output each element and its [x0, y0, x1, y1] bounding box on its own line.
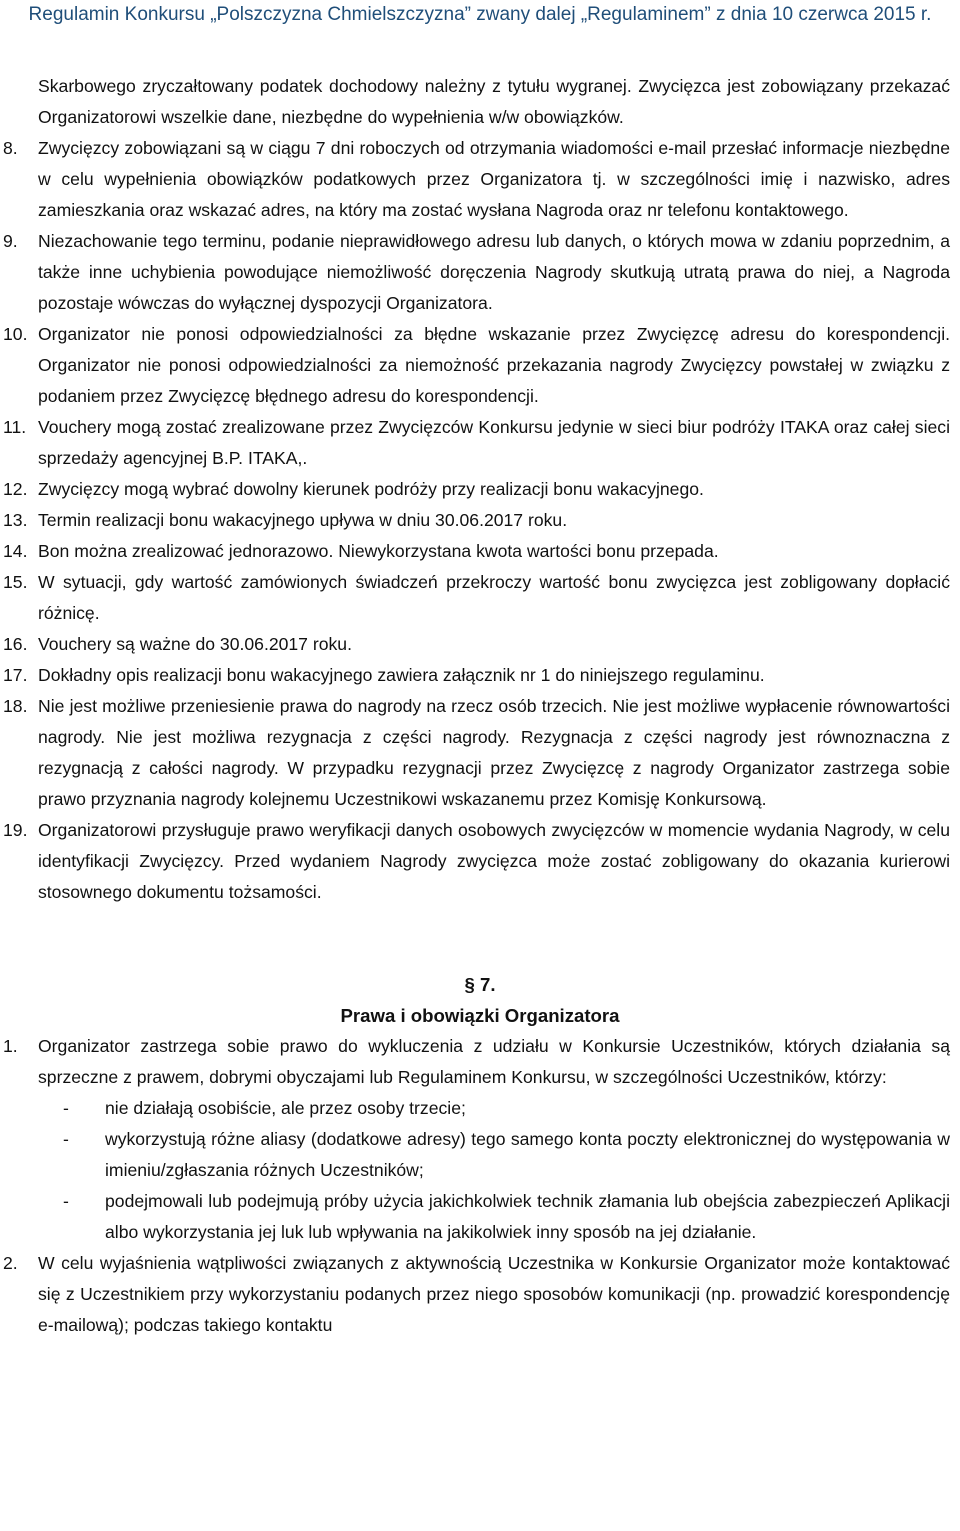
item-text: W sytuacji, gdy wartość zamówionych świadczeń przekroczy wartość bonu zwycięzca jest zobligowany dopłacić różnicę. [38, 572, 950, 623]
item-number: 10. [3, 324, 28, 344]
item-text: Dokładny opis realizacji bonu wakacyjnego zawiera załącznik nr 1 do niniejszego regulaminu. [38, 665, 765, 685]
item-text: Vouchery mogą zostać zrealizowane przez Zwycięzców Konkursu jedynie w sieci biur podróży ITAKA oraz całej sieci sprzedaży agencyjnej B.P. ITAKA,. [38, 417, 950, 468]
sub-list-item [0, 1186, 960, 1248]
item-number: 9. [3, 231, 18, 251]
item-text: Termin realizacji bonu wakacyjnego upływa w dniu 30.06.2017 roku. [38, 510, 568, 530]
list-item [0, 412, 960, 474]
sub-list-item [0, 1124, 960, 1186]
sub-item-text: podejmowali lub podejmują próby użycia jakichkolwiek technik złamania lub obejścia zabezpieczeń Aplikacji albo wykorzystania jej luk lub wpływania na jakikolwiek inny sposób na jej działanie. [105, 1191, 950, 1242]
item-number: 11. [3, 417, 27, 437]
list-item [0, 1248, 960, 1341]
item-number: 2. [3, 1253, 18, 1273]
list-item [0, 505, 960, 536]
item-number: 1. [3, 1036, 18, 1056]
list-item [0, 226, 960, 319]
item-text: Vouchery są ważne do 30.06.2017 roku. [38, 634, 352, 654]
sub-item-text: wykorzystują różne aliasy (dodatkowe adresy) tego samego konta poczty elektronicznej do występowania w imieniu/zgłaszania różnych Uczestników; [105, 1129, 950, 1180]
list-item [0, 567, 960, 629]
list-item [0, 815, 960, 908]
item-number: 17. [3, 665, 28, 685]
item-number: 15. [3, 572, 28, 592]
item-text: Bon można zrealizować jednorazowo. Niewykorzystana kwota wartości bonu przepada. [38, 541, 719, 561]
list-item [0, 474, 960, 505]
list-item [0, 629, 960, 660]
section-spacer [0, 908, 960, 969]
item-text: W celu wyjaśnienia wątpliwości związanych z aktywnością Uczestnika w Konkursie Organizator może kontaktować się z Uczestnikiem przy wykorzystaniu podanych przez niego sposobów komunikacji (np. prowadzić korespondencję e-mailową); podczas takiego kontaktu [38, 1253, 950, 1335]
item-number: 8. [3, 138, 18, 158]
continuation-paragraph: Skarbowego zryczałtowany podatek dochodowy należny z tytułu wygranej. Zwycięzca jest zobowiązany przekazać Organizatorowi wszelkie dane, niezbędne do wypełnienia w/w obowiązków. [38, 76, 950, 127]
section-number: § 7. [464, 974, 496, 995]
item-number: 19. [3, 820, 28, 840]
sub-item-dash: - [63, 1129, 69, 1149]
list-item [0, 536, 960, 567]
item-text: Niezachowanie tego terminu, podanie nieprawidłowego adresu lub danych, o których mowa w zdaniu poprzednim, a także inne uchybienia powodujące niemożliwość doręczenia Nagrody skutkują utratą prawa do niej, a Nagroda pozostaje wówczas do wyłącznej dyspozycji Organizatora. [38, 231, 950, 313]
list-item [0, 691, 960, 815]
item-text: Organizatorowi przysługuje prawo weryfikacji danych osobowych zwycięzców w momencie wydania Nagrody, w celu identyfikacji Zwycięzcy. Przed wydaniem Nagrody zwycięzca może zostać zobligowany do okazania kurierowi stosownego dokumentu tożsamości. [38, 820, 950, 902]
sub-list-item [0, 1093, 960, 1124]
item-number: 12. [3, 479, 28, 499]
item-text: Zwycięzcy zobowiązani są w ciągu 7 dni roboczych od otrzymania wiadomości e-mail przesłać informacje niezbędne w celu wypełnienia obowiązków podatkowych przez Organizatora tj. w szczególności imię i nazwisko, adres zamieszkania oraz wskazać adres, na który ma zostać wysłana Nagroda oraz nr telefonu kontaktowego. [38, 138, 950, 220]
item-number: 18. [3, 696, 28, 716]
item-text: Nie jest możliwe przeniesienie prawa do nagrody na rzecz osób trzecich. Nie jest możliwe wypłacenie równowartości nagrody. Nie jest możliwa rezygnacja z części nagrody. Rezygnacja z części nagrody jest równoznaczna z rezygnacją z całości nagrody. W przypadku rezygnacji przez Zwycięzcę z nagrody Organizator zastrzega sobie prawo przyznania nagrody kolejnemu Uczestnikowi wskazanemu przez Komisję Konkursową. [38, 696, 950, 809]
page-header: Regulamin Konkursu „Polszczyzna Chmielszczyzna” zwany dalej „Regulaminem” z dnia 10 czerwca 2015 r. [28, 4, 932, 25]
list-item [0, 319, 960, 412]
sub-item-dash: - [63, 1098, 69, 1118]
list-item [0, 1031, 960, 1093]
document-body [0, 71, 960, 1341]
item-text: Organizator nie ponosi odpowiedzialności za błędne wskazanie przez Zwycięzcę adresu do korespondencji. Organizator nie ponosi odpowiedzialności za niemożność przekazania nagrody Zwycięzcy powstałej w związku z podaniem przez Zwycięzcę błędnego adresu do korespondencji. [38, 324, 950, 406]
sub-item-dash: - [63, 1191, 69, 1211]
item-text: Organizator zastrzega sobie prawo do wykluczenia z udziału w Konkursie Uczestników, których działania są sprzeczne z prawem, dobrymi obyczajami lub Regulaminem Konkursu, w szczególności Uczestników, którzy: [38, 1036, 950, 1087]
item-text: Zwycięzcy mogą wybrać dowolny kierunek podróży przy realizacji bonu wakacyjnego. [38, 479, 704, 499]
sub-item-text: nie działają osobiście, ale przez osoby trzecie; [105, 1098, 466, 1118]
list-item [0, 660, 960, 691]
item-number: 13. [3, 510, 28, 530]
list-item [0, 133, 960, 226]
item-number: 14. [3, 541, 28, 561]
section-title: Prawa i obowiązki Organizatora [340, 1005, 620, 1026]
item-number: 16. [3, 634, 28, 654]
